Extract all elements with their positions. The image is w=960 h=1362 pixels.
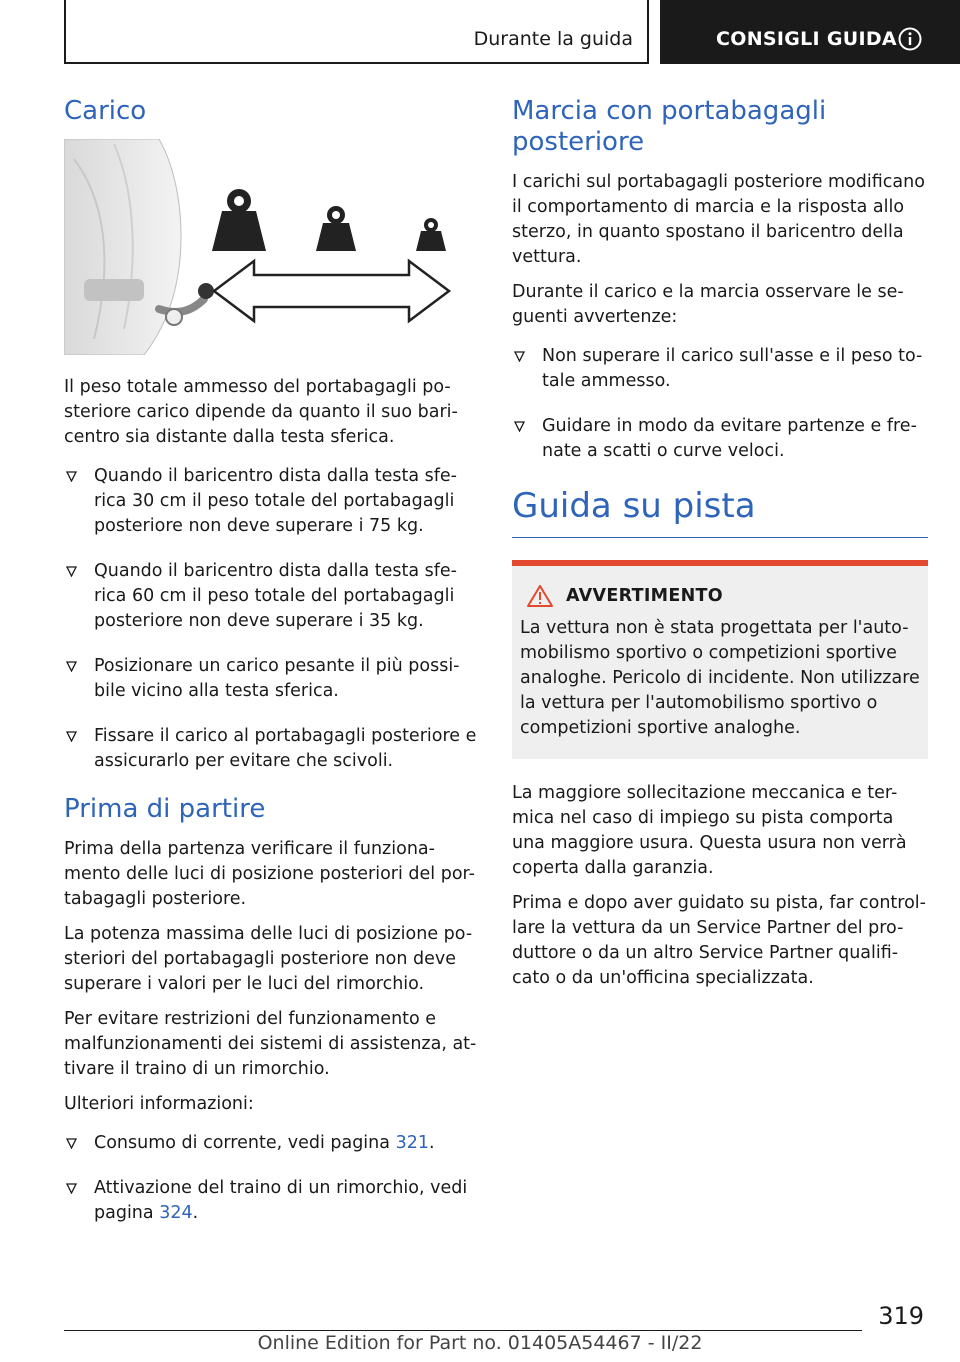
bullet-triangle-icon: [66, 731, 77, 742]
header-section-label: Durante la guida: [473, 28, 633, 50]
section-title-prima-di-partire: Prima di partire: [64, 794, 266, 825]
header-chapter-box: [660, 0, 960, 64]
list-item: Posizionare un carico pesante il più possi-bile vicino alla testa sferica.: [64, 654, 480, 704]
page-link-324[interactable]: 324: [159, 1203, 193, 1224]
list-item: Guidare in modo da evitare partenze e fre-nate a scatti o curve veloci.: [512, 414, 928, 464]
header-chapter-label: CONSIGLI GUIDA: [716, 28, 897, 50]
list-item: Fissare il carico al portabagagli posteriore e assicurarlo per evitare che scivoli.: [64, 724, 480, 774]
list-item: Non superare il carico sull'asse e il peso to-tale ammesso.: [512, 344, 928, 394]
right-column: [512, 96, 928, 1001]
chapter-title-guida-su-pista: Guida su pista: [512, 486, 756, 527]
list-item: Quando il baricentro dista dalla testa sfe-rica 60 cm il peso totale del portabagagli posteriore non deve superare i 35 kg.: [64, 559, 480, 634]
marcia-paragraph: Durante il carico e la marcia osservare le se-guenti avvertenze:: [512, 282, 904, 328]
page-link-321[interactable]: 321: [395, 1133, 429, 1154]
towbar-load-weights-illustration: [64, 139, 480, 355]
bullet-triangle-icon: [514, 351, 525, 362]
list-item: Attivazione del traino di un rimorchio, vedi pagina 324.: [64, 1176, 480, 1226]
marcia-paragraph: I carichi sul portabagagli posteriore modificano il comportamento di marcia e la risposta allo sterzo, in quanto spostano il baricentro della vettura.: [512, 172, 925, 268]
warning-header: [520, 584, 920, 608]
left-column: [64, 96, 480, 1246]
title-underline: [512, 537, 928, 538]
pista-paragraph: La maggiore sollecitazione meccanica e ter-mica nel caso di impiego su pista comporta una maggiore usura. Questa usura non verrà coperta dalla garanzia.: [512, 782, 907, 878]
prima-paragraph: Per evitare restrizioni del funzionamento e malfunzionamenti dei sistemi di assistenza, at-tivare il traino di un rimorchio.: [64, 1009, 477, 1080]
warning-box: [512, 560, 928, 759]
footer-edition-text: Online Edition for Part no. 01405A54467 - II/22: [257, 1332, 703, 1354]
bullet-triangle-icon: [66, 661, 77, 672]
header-section-box: [64, 0, 649, 64]
info-icon: [898, 27, 922, 51]
warning-triangle-icon: [526, 584, 554, 608]
prima-paragraph: La potenza massima delle luci di posizione po-steriori del portabagagli posteriore non deve superare i valori per le luci del rimorchio.: [64, 924, 473, 995]
section-title-carico: Carico: [64, 96, 147, 126]
list-item: Quando il baricentro dista dalla testa sfe-rica 30 cm il peso totale del portabagagli posteriore non deve superare i 75 kg.: [64, 464, 480, 539]
prima-paragraph: Prima della partenza verificare il funziona-mento delle luci di posizione posteriori del por-tabagagli posteriore.: [64, 839, 475, 910]
carico-intro-paragraph: Il peso totale ammesso del portabagagli po-steriore carico dipende da quanto il suo bari-centro sia distante dalla testa sferica.: [64, 377, 458, 448]
bullet-triangle-icon: [66, 566, 77, 577]
bullet-triangle-icon: [514, 421, 525, 432]
section-title-marcia: Marcia con portabagagli posteriore: [512, 96, 827, 158]
bullet-triangle-icon: [66, 1138, 77, 1149]
warning-text: La vettura non è stata progettata per l'auto-mobilismo sportivo o competizioni sportive analoghe. Pericolo di incidente. Non utilizzare la vettura per l'automobilismo sportivo o competizioni sportive analoghe.: [520, 617, 920, 738]
bullet-triangle-icon: [66, 1183, 77, 1194]
carico-bullet-list: [64, 464, 480, 774]
page-number: 319: [878, 1302, 924, 1330]
list-item: Consumo di corrente, vedi pagina 321.: [64, 1131, 480, 1156]
prima-paragraph: Ulteriori informazioni:: [64, 1094, 254, 1115]
footer-rule: [64, 1330, 862, 1331]
pista-paragraph: Prima e dopo aver guidato su pista, far control-lare la vettura da un Service Partner del pro-duttore o da un altro Service Partner qualifi-cato o da un'officina specializzata.: [512, 892, 926, 988]
warning-label: AVVERTIMENTO: [566, 585, 723, 606]
marcia-bullet-list: [512, 344, 928, 464]
references-list: [64, 1131, 480, 1226]
bullet-triangle-icon: [66, 471, 77, 482]
